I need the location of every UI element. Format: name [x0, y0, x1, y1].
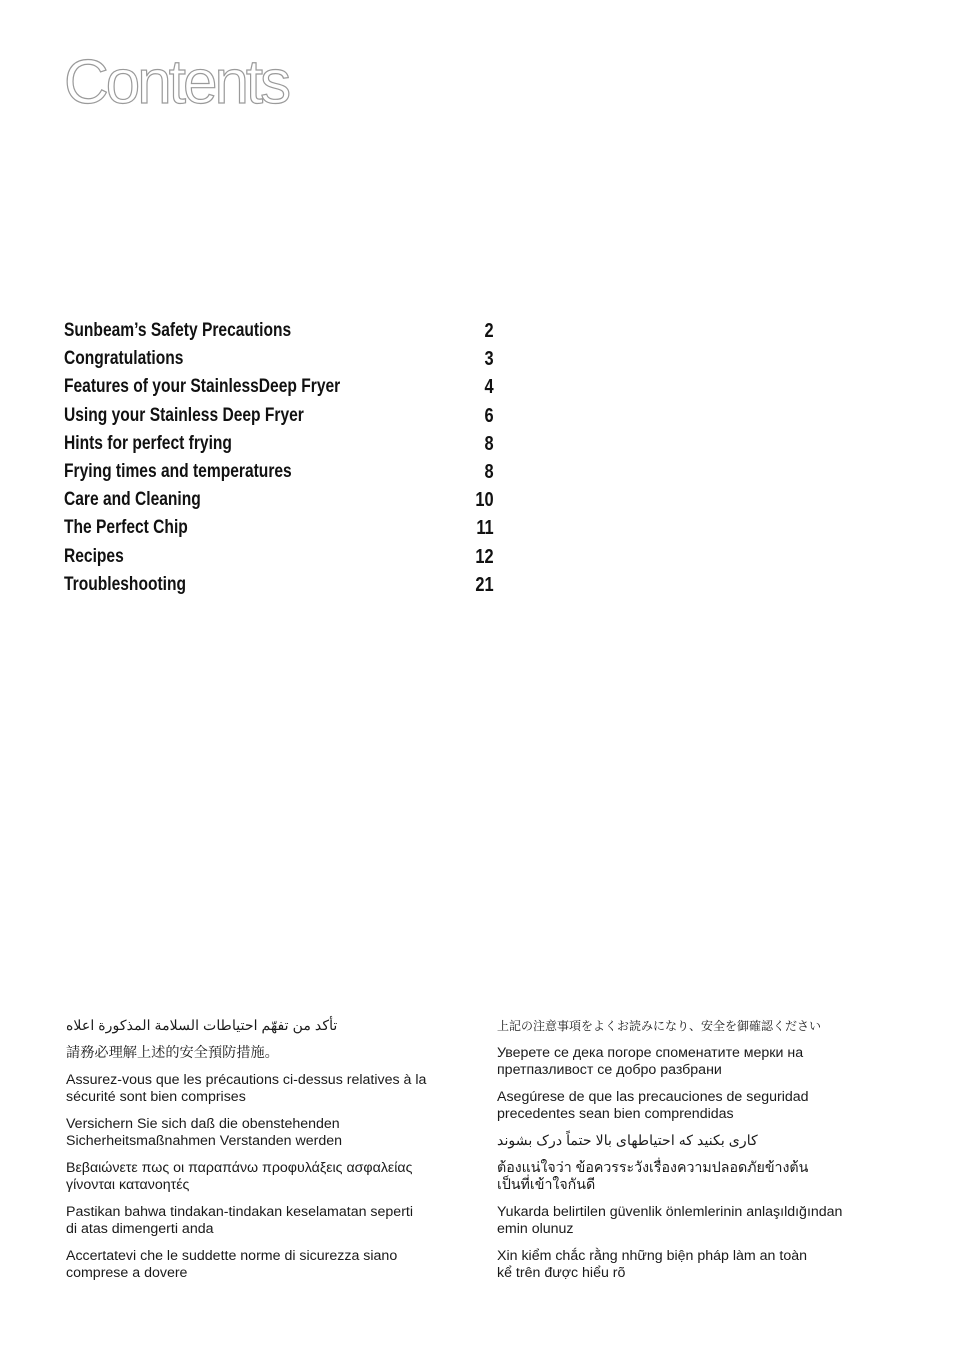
toc-page-number: 6 [484, 404, 494, 427]
safety-notice-italian: Accertatevi che le suddette norme di sicurezza siano comprese a dovere [66, 1248, 398, 1281]
toc-page-number: 21 [475, 573, 494, 596]
toc-page-number: 3 [484, 348, 494, 371]
safety-notice-greek: Βεβαιώνετε πως οι παραπάνω προφυλάξεις ασφαλείας γίνονται κατανοητές [66, 1160, 413, 1193]
toc-entry[interactable] [64, 458, 494, 486]
toc-label: Congratulations [64, 348, 184, 370]
safety-notice-japanese: 上記の注意事項をよくお読みになり、安全を御確認ください [497, 1019, 822, 1033]
toc-label: Recipes [64, 545, 124, 567]
toc-label: Care and Cleaning [64, 489, 201, 511]
safety-notice-indonesian: Pastikan bahwa tindakan-tindakan keselamatan seperti di atas dimengerti anda [66, 1204, 414, 1237]
toc-entry[interactable] [64, 514, 494, 542]
safety-notice-vietnamese: Xin kiểm chắc rằng những biện pháp làm an toàn kể trên được hiểu rõ [497, 1248, 807, 1281]
safety-notice-thai: ต้องแน่ใจว่า ข้อควรระวังเรื่องความปลอดภัยข้างต้น เป็นที่เข้าใจกันดี [497, 1160, 809, 1193]
toc-entry[interactable] [64, 571, 494, 599]
toc-label: Frying times and temperatures [64, 460, 292, 482]
toc-entry[interactable] [64, 543, 494, 571]
toc-entry[interactable] [64, 317, 494, 345]
safety-notice-right-column [497, 1018, 877, 1292]
safety-notice-persian: کاری بکنید که احتیاطهای بالا حتماً درک بشوند [497, 1133, 758, 1149]
safety-notice-turkish: Yukarda belirtilen güvenlik önlemlerinin anlaşıldığından emin olunuz [497, 1204, 843, 1237]
safety-notice-chinese: 請務必理解上述的安全預防措施。 [66, 1045, 279, 1061]
toc-page-number: 12 [475, 545, 494, 568]
toc-page-number: 8 [484, 460, 494, 483]
toc-label: Sunbeam’s Safety Precautions [64, 320, 292, 341]
toc-entry[interactable] [64, 430, 494, 458]
table-of-contents [64, 317, 494, 599]
safety-notice-german: Versichern Sie sich daß die obenstehenden Sicherheitsmaßnahmen Verstanden werden [66, 1116, 343, 1149]
toc-label: Troubleshooting [64, 573, 187, 595]
toc-page-number: 2 [484, 320, 494, 342]
toc-entry[interactable] [64, 402, 494, 430]
toc-label: Using your Stainless Deep Fryer [64, 404, 304, 426]
toc-page-number: 4 [484, 376, 494, 399]
page-title: Contents [64, 48, 289, 117]
safety-notice-french: Assurez-vous que les précautions ci-dessus relatives à la sécurité sont bien comprises [66, 1072, 427, 1105]
toc-entry[interactable] [64, 373, 494, 401]
safety-notice-arabic: تأكد من تفهّم احتياطات السلامة المذكورة اعلاه [66, 1018, 338, 1034]
safety-notice-spanish: Asegúrese de que las precauciones de seguridad precedentes sean bien comprendidas [497, 1089, 809, 1122]
toc-label: Hints for perfect frying [64, 432, 232, 454]
toc-page-number: 8 [484, 432, 494, 455]
safety-notice-macedonian: Уверете се дека погоре споменатите мерки на претпазливост се добро разбрани [497, 1045, 804, 1078]
toc-label: Features of your StainlessDeep Fryer [64, 376, 341, 398]
toc-entry[interactable] [64, 486, 494, 514]
toc-entry[interactable] [64, 345, 494, 373]
toc-page-number: 11 [476, 517, 494, 540]
toc-label: The Perfect Chip [64, 517, 188, 539]
safety-notice-left-column [66, 1018, 456, 1292]
toc-page-number: 10 [475, 489, 494, 512]
